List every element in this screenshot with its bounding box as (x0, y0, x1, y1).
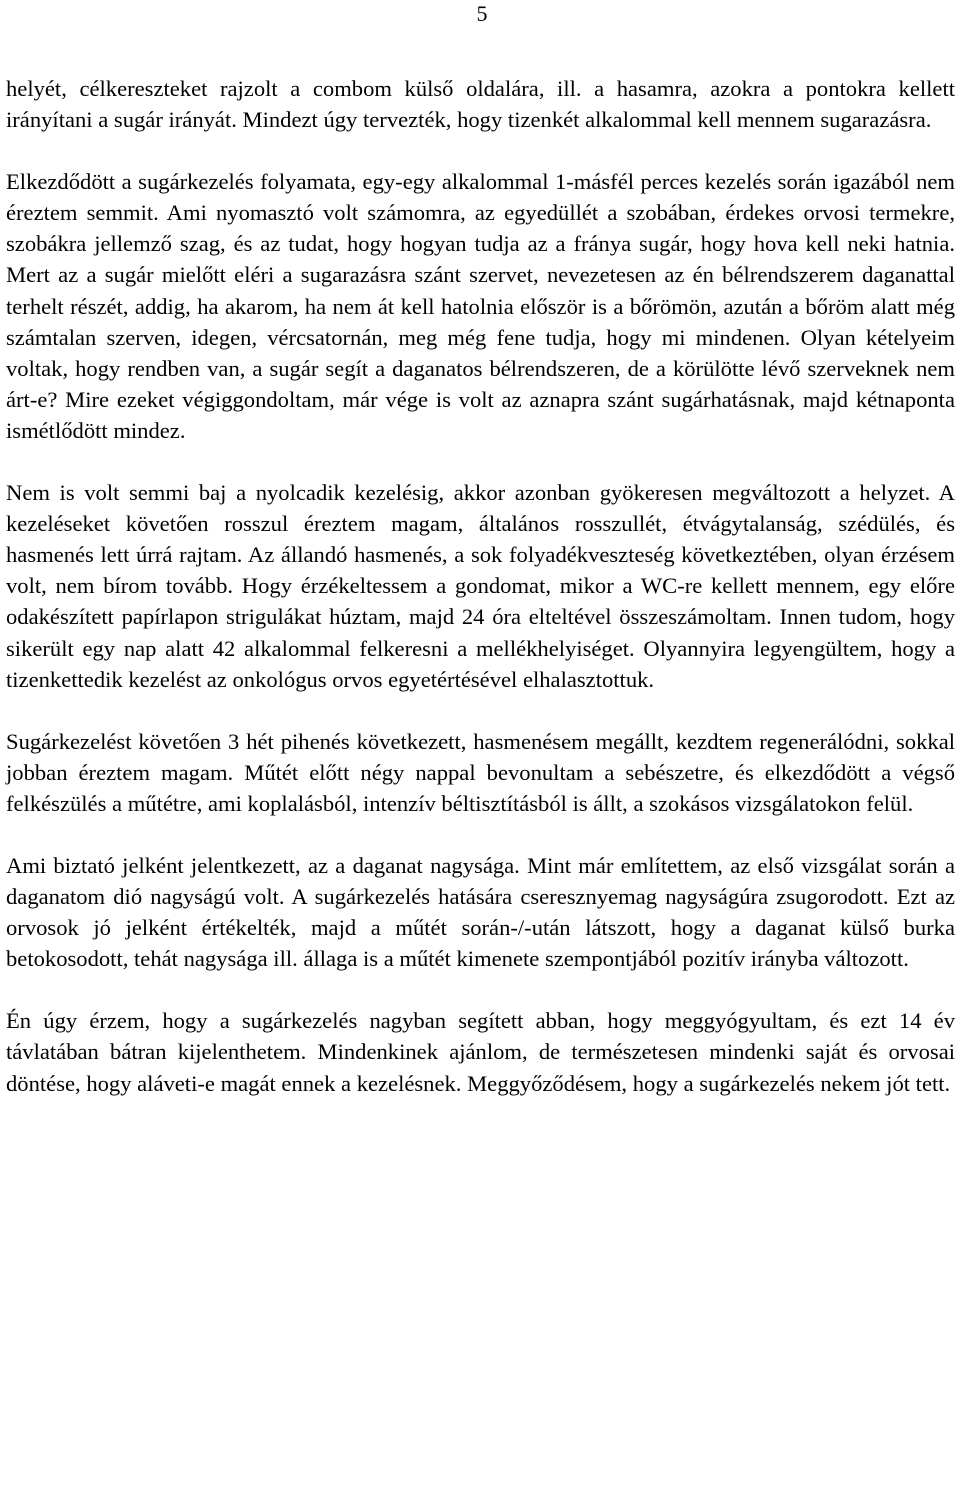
paragraph-5: Ami biztató jelként jelentkezett, az a daganat nagysága. Mint már említettem, az első vizsgálat során a daganatom dió nagyságú volt. A sugárkezelés hatására cseresznyemag nagyságúra zsugorodott. Ezt az orvosok jó jelként értékelték, majd a műtét során-/-után látszott, hogy a daganat külső burka betokosodott, tehát nagysága ill. állaga is a műtét kimenete szempontjából pozitív irányba változott. (6, 852, 955, 972)
paragraph-1: helyét, célkereszteket rajzolt a combom külső oldalára, ill. a hasamra, azokra a pontokra kellett irányítani a sugár irányát. Mindezt úgy tervezték, hogy tizenkét alkalommal kell mennem sugarazásra. (6, 76, 955, 133)
paragraph-6: Én úgy érzem, hogy a sugárkezelés nagyban segített abban, hogy meggyógyultam, és ezt 14 év távlatában bátran kijelenthetem. Mindenkinek ajánlom, de természetesen mindenki saját és orvosai döntése, hogy aláveti-e magát ennek a kezelésnek. Meggyőződésem, hogy a sugárkezelés nekem jót tett. (6, 1008, 955, 1096)
paragraph-2: Elkezdődött a sugárkezelés folyamata, egy-egy alkalommal 1-másfél perces kezelés során igazából nem éreztem semmit. Ami nyomasztó volt számomra, az egyedüllét a szobában, érdekes orvosi termekre, szobákra jellemző szag, és az tudat, hogy hogyan tudja az a fránya sugár, hogy hova kell neki hatnia. Mert az a sugár mielőtt eléri a sugarazásra szánt szervet, nevezetesen az én bélrendszerem daganattal terhelt részét, addig, ha akarom, ha nem át kell hatolnia először is a bőrömön, azután a bőröm alatt még számtalan szerven, idegen, vércsatornán, meg még fene tudja, hogy mi mindenen. Olyan kételyeim voltak, hogy rendben van, a sugár segít a daganatos bélrendszeren, de a körülötte lévő szerveknek nem árt-e? Mire ezeket végiggondoltam, már vége is volt az aznapra szánt sugárhatásnak, majd kétnaponta ismétlődött mindez. (6, 169, 955, 443)
paragraph-3: Nem is volt semmi baj a nyolcadik kezelésig, akkor azonban gyökeresen megváltozott a helyzet. A kezeléseket követően rosszul éreztem magam, általános rosszullét, étvágytalanság, szédülés, és hasmenés lett úrrá rajtam. Az állandó hasmenés, a sok folyadékveszteség következtében, olyan érzésem volt, nem bírom tovább. Hogy érzékeltessem a gondomat, mikor a WC-re kellett mennem, egy előre odakészített papírlapon strigulákat húztam, majd 24 óra elteltével összeszámoltam. Innen tudom, hogy sikerült egy nap alatt 42 alkalommal felkeresni a mellékhelyiséget. Olyannyira legyengültem, hogy a tizenkettedik kezelést az onkológus orvos egyetértésével elhalasztottuk. (6, 480, 955, 692)
paragraph-4: Sugárkezelést követően 3 hét pihenés következett, hasmenésem megállt, kezdtem regenerálódni, sokkal jobban éreztem magam. Műtét előtt négy nappal bevonultam a sebészetre, és elkezdődött a végső felkészülés a műtétre, ami koplalásból, intenzív béltisztításból is állt, a szokásos vizsgálatokon felül. (6, 728, 955, 816)
document-body (6, 73, 955, 1099)
page-number: 5 (476, 1, 488, 26)
